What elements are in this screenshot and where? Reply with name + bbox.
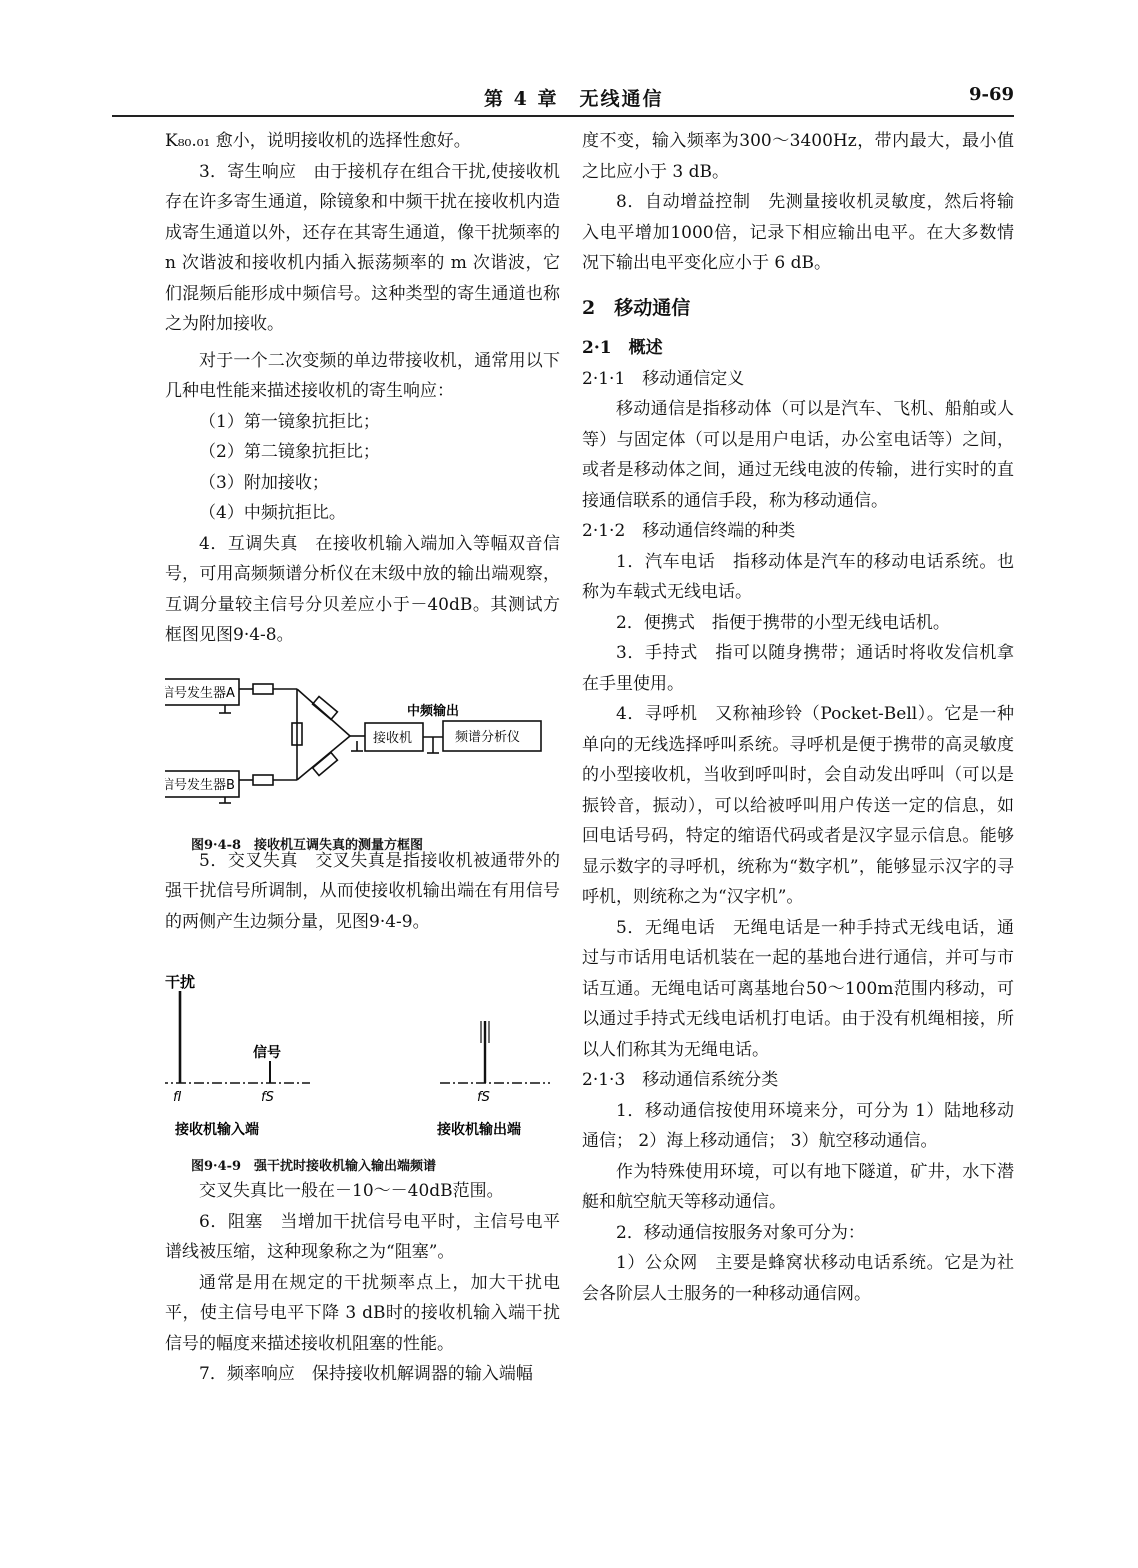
if-output-label: 中频输出 — [407, 703, 460, 719]
fi-label: fI — [173, 1090, 182, 1105]
analyzer-label: 频谱分析仪 — [455, 729, 521, 745]
subsection-heading: 2·1 概述 — [582, 338, 663, 358]
paragraph: 5．无绳电话 无绳电话是一种手持式无线电话，通过与市话用电话机装在一起的基地台进行通信，并可与市话互通。无绳电话可离基地台50～100m范围内移动，可以通过手持式无线电话机打电话。由于没有机绳相接，所以人们称其为无绳电话。 — [582, 917, 1014, 1060]
generator-a-label: 信号发生器A — [165, 685, 235, 701]
figure-9-4-8 — [165, 661, 560, 853]
list-item: （4）中频抗拒比。 — [199, 503, 346, 523]
page-number: 9-69 — [968, 84, 1014, 105]
section-heading: 2 移动通信 — [582, 296, 691, 319]
paragraph: 作为特殊使用环境，可以有地下隧道，矿井，水下潜艇和航空航天等移动通信。 — [582, 1161, 1014, 1212]
paragraph: 2．便携式 指便于携带的小型无线电话机。 — [616, 612, 950, 633]
input-label: 接收机输入端 — [175, 1122, 259, 1138]
chapter-title: 第 4 章 无线通信 — [484, 88, 664, 110]
figure-9-4-9 — [165, 951, 560, 1176]
block-diagram — [165, 661, 560, 821]
paragraph: 通常是用在规定的干扰频率点上，加大干扰电平，使主信号电平下降 3 dB时的接收机输入端干扰信号的幅度来描述接收机阻塞的性能。 — [165, 1272, 560, 1354]
generator-b-label: 信号发生器B — [165, 777, 235, 793]
paragraph: 对于一个二次变频的单边带接收机，通常用以下几种电性能来描述接收机的寄生响应： — [165, 350, 560, 401]
interference-label: 干扰 — [165, 973, 196, 991]
paragraph: 1）公众网 主要是蜂窝状移动电话系统。它是为社会各阶层人士服务的一种移动通信网。 — [582, 1253, 1014, 1304]
paragraph: 5．交叉失真 交叉失真是指接收机被通带外的强干扰信号所调制，从而使接收机输出端在有用信号的两侧产生边频分量，见图9·4-9。 — [165, 850, 560, 932]
header-rule — [112, 115, 1014, 117]
paragraph: 1．汽车电话 指移动体是汽车的移动电话系统。也称为车载式无线电话。 — [582, 551, 1014, 602]
subsection-heading: 2·1·3 移动通信系统分类 — [582, 1070, 779, 1090]
figure-caption: 图9·4-9 强干扰时接收机输入输出端频谱 — [191, 1158, 437, 1174]
paragraph: K₈₀.₀₁ 愈小，说明接收机的选择性愈好。 — [165, 131, 471, 151]
resistor — [253, 775, 273, 785]
paragraph: 交叉失真比一般在－10～－40dB范围。 — [199, 1181, 504, 1201]
spectrum-plot — [165, 951, 565, 1141]
subsection-heading: 2·1·2 移动通信终端的种类 — [582, 521, 796, 541]
paragraph: 4．寻呼机 又称袖珍铃（Pocket-Bell）。它是一种单向的无线选择呼叫系统。寻呼机是便于携带的高灵敏度的小型接收机，当收到呼叫时，会自动发出呼叫（可以是振铃音，振动），可以给被呼叫用户传送一定的信息，如回电话号码，特定的缩语代码或者是汉字显示信息。能够显示数字的寻呼机，统称为“数字机”，能够显示汉字的寻呼机，则统称之为“汉字机”。 — [582, 704, 1014, 907]
resistor — [313, 696, 338, 719]
paragraph: 7．频率响应 保持接收机解调器的输入端幅 — [199, 1364, 533, 1384]
paragraph: 6．阻塞 当增加干扰信号电平时，主信号电平谱线被压缩，这种现象称之为“阻塞”。 — [165, 1211, 560, 1262]
page-header — [112, 84, 1014, 114]
fs-label: fS — [261, 1090, 274, 1105]
right-column — [582, 126, 1014, 1309]
output-label: 接收机输出端 — [437, 1122, 521, 1138]
resistor — [253, 684, 273, 694]
subsection-heading: 2·1·1 移动通信定义 — [582, 368, 745, 389]
signal-label: 信号 — [253, 1045, 281, 1061]
paragraph: 8．自动增益控制 先测量接收机灵敏度，然后将输入电平增加1000倍，记录下相应输出电平。在大多数情况下输出电平变化应小于 6 dB。 — [582, 192, 1014, 273]
left-column — [165, 126, 560, 1390]
list-item: （3）附加接收； — [199, 472, 329, 493]
paragraph: 度不变，输入频率为300～3400Hz，带内最大，最小值之比应小于 3 dB。 — [582, 131, 1014, 182]
paragraph: 3．手持式 指可以随身携带；通话时将收发信机拿在手里使用。 — [582, 643, 1014, 694]
paragraph: 1．移动通信按使用环境来分，可分为 1）陆地移动通信； 2）海上移动通信； 3）航空移动通信。 — [582, 1100, 1014, 1151]
paragraph: 2．移动通信按服务对象可分为： — [616, 1222, 865, 1243]
fs-output-label: fS — [477, 1090, 490, 1105]
list-item: （1）第一镜象抗拒比； — [199, 411, 380, 432]
receiver-label: 接收机 — [373, 730, 413, 746]
paragraph: 3．寄生响应 由于接机存在组合干扰,使接收机存在许多寄生通道，除镜象和中频干扰在接收机内造成寄生通道以外，还存在其寄生通道，像干扰频率的 n 次谐波和接收机内插入振荡频率的 m 次谐波，它们混频后能形成中频信号。这种类型的寄生通道也称之为附加接收。 — [165, 161, 560, 334]
paragraph: 4．互调失真 在接收机输入端加入等幅双音信号，可用高频频谱分析仪在末级中放的输出端观察，互调分量较主信号分贝差应小于－40dB。其测试方框图见图9·4-8。 — [165, 533, 560, 645]
figure-caption: 图9·4-8 接收机互调失真的测量方框图 — [191, 838, 424, 853]
paragraph: 移动通信是指移动体（可以是汽车、飞机、船舶或人等）与固定体（可以是用户电话，办公室电话等）之间，或者是移动体之间，通过无线电波的传输，进行实时的直接通信联系的通信手段，称为移动通信。 — [582, 399, 1014, 511]
list-item: （2）第二镜象抗拒比； — [199, 442, 380, 462]
